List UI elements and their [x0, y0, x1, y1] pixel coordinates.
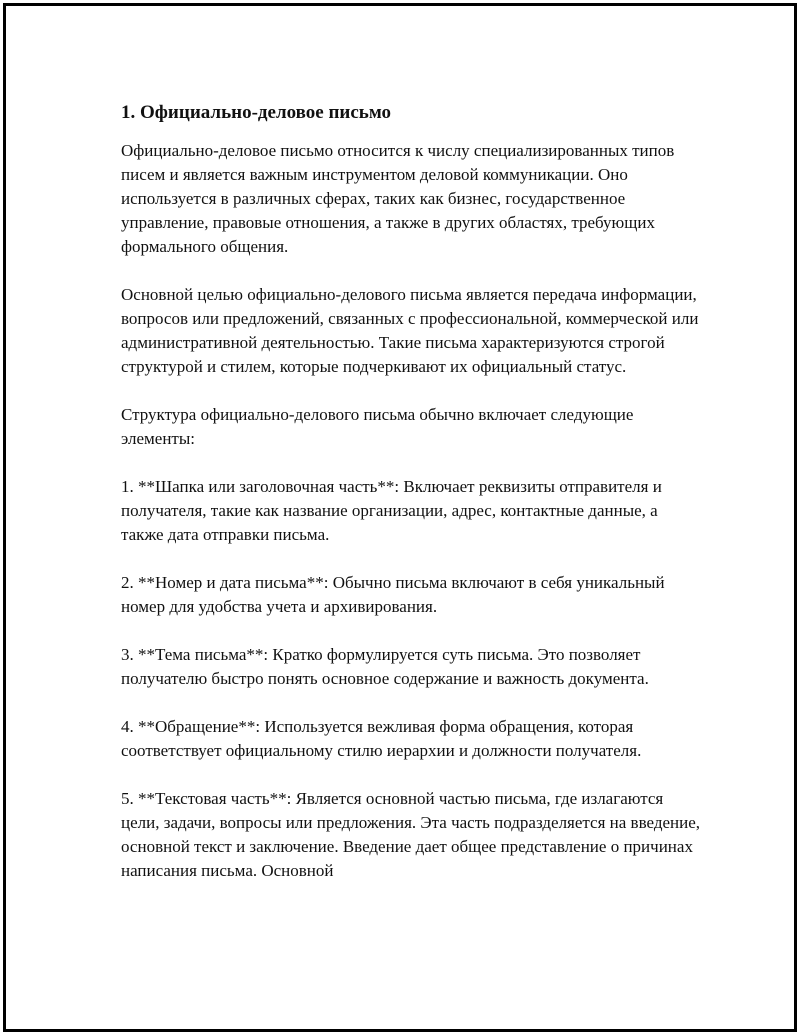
paragraph-item-subject: 3. **Тема письма**: Кратко формулируется суть письма. Это позволяет получателю быстро понять основное содержание и важность документа. — [121, 645, 649, 688]
paragraph-item-header: 1. **Шапка или заголовочная часть**: Включает реквизиты отправителя и получателя, такие как название организации, адрес, контактные данные, а также дата отправки письма. — [121, 477, 662, 544]
document-heading: 1. Официально-деловое письмо — [121, 102, 392, 123]
paragraph-item-body: 5. **Текстовая часть**: Является основной частью письма, где излагаются цели, задачи, вопросы или предложения. Эта часть подразделяется на введение, основной текст и заключение. Введение дает общее представление о причинах написания письма. Основной — [121, 789, 701, 880]
document-body — [121, 99, 701, 907]
paragraph-purpose: Основной целью официально-делового письма является передача информации, вопросов или предложений, связанных с профессиональной, коммерческой или административной деятельностью. Такие письма характеризуются строгой структурой и стилем, которые подчеркивают их официальный статус. — [121, 285, 699, 376]
paragraph-intro: Официально-деловое письмо относится к числу специализированных типов писем и является важным инструментом деловой коммуникации. Оно используется в различных сферах, таких как бизнес, государственное управление, правовые отношения, а также в других областях, требующих формального общения. — [121, 141, 675, 256]
page-frame — [3, 3, 797, 1032]
paragraph-item-number-date: 2. **Номер и дата письма**: Обычно письма включают в себя уникальный номер для удобства учета и архивирования. — [121, 573, 665, 616]
paragraph-item-salutation: 4. **Обращение**: Используется вежливая форма обращения, которая соответствует официальному стилю иерархии и должности получателя. — [121, 717, 642, 760]
paragraph-structure-intro: Структура официально-делового письма обычно включает следующие элементы: — [121, 405, 634, 448]
